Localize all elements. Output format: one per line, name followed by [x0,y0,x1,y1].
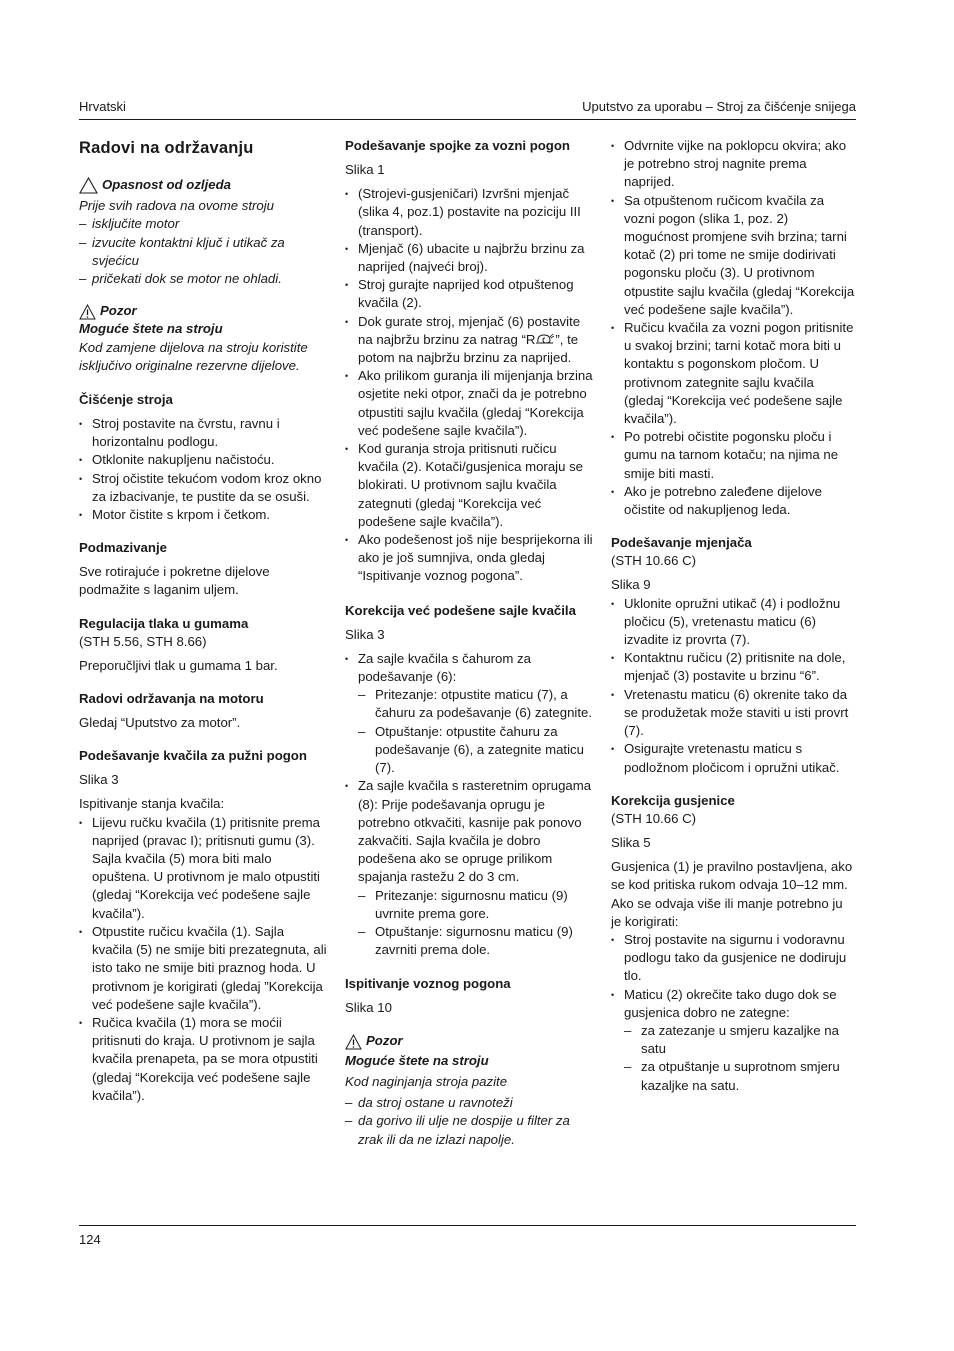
engine-text: Gledaj “Uputstvo za motor”. [79,715,241,731]
column-3 [611,137,856,1095]
tire-pressure-heading: Regulacija tlaka u gumama [79,615,249,631]
figure-ref: Slika 9 [611,577,651,593]
warning-injury-title: Opasnost od ozljeda [102,177,231,192]
figure-ref: Slika 3 [79,772,119,788]
warning-caution-title: Pozor [100,303,137,319]
figure-ref: Slika 5 [611,834,651,850]
list-item: • Ako prilikom guranja ili mijenjanja brzina osjetite neki otpor, znači da je potrebno otpustiti sajlu kvačila (gledaj “Korekcija već podešene sajle kvačila”). [345,367,593,440]
footer-rule [79,1225,856,1226]
warning-caution-text: Kod zamjene dijelova na stroju koristite isključivo originalne rezervne dijelove. [79,339,308,373]
list-item: • Kod guranja stroja pritisnuti ručicu kvačila (2). Kotači/gusjenica moraju se blokirati. U protivnom sajlu kvačila zategnuti (gledaj “Korekcija već podešene sajle kvačila”). [345,440,593,531]
list-item: – Otpuštanje: sigurnosnu maticu (9) zavrniti prema dole. [358,923,593,959]
column-1 [79,137,327,1105]
warning-caution-2-title: Pozor [366,1032,403,1048]
warning-injury-list [79,215,327,288]
list-item: • Stroj postavite na sigurnu i vodoravnu podlogu tako da gusjenice ne dodiruju tlo. [611,931,856,986]
list-item: • (Strojevi-gusjeničari) Izvršni mjenjač (slika 4, poz.1) postavite na poziciju III (transport). [345,185,593,240]
warning-caution-2-list [345,1094,593,1149]
sub-list [624,1022,856,1095]
list-item: – pričekati dok se motor ne ohladi. [79,270,327,288]
warning-caution [79,302,327,375]
warning-caution-2-intro: Kod naginjanja stroja pazite [345,1073,508,1089]
list-item: • Mjenjač (6) ubacite u najbržu brzinu za naprijed (najveći broj). [345,240,593,276]
engine-heading: Radovi održavanja na motoru [79,691,264,707]
list-item: • Motor čistite s krpom i četkom. [79,506,327,524]
warning-caution-subtitle: Moguće štete na stroju [79,321,223,337]
warning-triangle-icon [79,177,98,194]
header-doc-title: Uputstvo za uporabu – Stroj za čišćenje snijega [582,99,856,114]
drive-clutch-list [345,185,593,585]
list-item: • Odvrnite vijke na poklopcu okvira; ako je potrebno stroj nagnite prema naprijed. [611,137,856,192]
list-item: – isključite motor [79,215,327,233]
list-item: • Lijevu ručku kvačila (1) pritisnite prema naprijed (pravac I); pritisnuti gumu (3). Sajla kvačila (5) mora biti malo opuštena. U protivnom je malo otpustiti (gledaj “Korekcija već podešene sajle kvačila”). [79,814,327,923]
sub-list [358,887,593,960]
warning-injury [79,176,327,288]
list-item: • Ako podešenost još nije besprijekorna ili ako je još sumnjiva, onda gledaj “Ispitivanje voznog pogona”. [345,531,593,586]
list-item: • Otpustite ručicu kvačila (1). Sajla kvačila (5) ne smije biti prezategnuta, ali isto tako ne smije biti praznog hoda. U protivnom je korigirati (gledaj ”Korekcija već podešene sajle kvačila”). [79,923,327,1014]
figure-ref: Slika 1 [345,162,385,177]
tire-pressure-text: Preporučljivi tlak u gumama 1 bar. [79,657,278,673]
lubrication-heading: Podmazivanje [79,540,167,556]
cable-correction-heading: Korekcija već podešene sajle kvačila [345,602,576,618]
warning-caution-2-subtitle: Moguće štete na stroju [345,1052,489,1068]
page-number: 124 [79,1232,101,1247]
list-item: – da stroj ostane u ravnoteži [345,1094,593,1112]
list-item: • Ručicu kvačila za vozni pogon pritisnite u svakoj brzini; tarni kotač mora biti u kontaktu s pogonskom pločom. U protivnom zategnite sajlu kvačila (gledaj “Korekcija već podešene sajle kvačila”). [611,319,856,428]
warning-caution-2 [345,1032,593,1149]
list-item: – Pritezanje: sigurnosnu maticu (9) uvrnite prema gore. [358,887,593,923]
list-item: • Stroj gurajte naprijed kod otpuštenog kvačila (2). [345,276,593,312]
list-item: • Otklonite nakupljenu načistoću. [79,451,327,469]
tire-pressure-models: (STH 5.56, STH 8.66) [79,633,207,649]
list-item: • Ako je potrebno zaleđene dijelove očistite od nakupljenog leda. [611,483,856,519]
list-item: • Za sajle kvačila s rasteretnim oprugama (8): Prije podešavanja oprugu je potrebno otkvačiti, kasnije pak ponovo zakvačiti. Sajla kvačila je dobro podešena ako se opruge prilikom spajanja rastežu 2 do 3 cm. – Pritezanje: sigurnosnu maticu (9) uvrnite prema gore. – Otpuštanje: sigurnosnu maticu (9) zavrniti prema dole. [345,777,593,959]
list-item: – izvucite kontaktni ključ i utikač za svjećicu [79,234,327,270]
gearbox-models: (STH 10.66 C) [611,553,697,569]
sub-list [358,686,593,777]
cleaning-heading: Čišćenje stroja [79,392,173,408]
list-item: • Dok gurate stroj, mjenjač (6) postavite na najbržu brzinu za natrag “R ”, te potom na najbržu brzinu za naprijed. [345,313,593,368]
list-item: • Maticu (2) okrečite tako dugo dok se gusjenica dobro ne zategne: – za zatezanje u smjeru kazaljke na satu – za otpuštanje u suprotnom smjeru kazaljke na satu. [611,986,856,1095]
reverse-snail-icon [535,332,555,346]
list-item: • Uklonite opružni utikač (4) i podložnu pločicu (5), vretenastu maticu (6) izvadite iz provrta (7). [611,595,856,650]
drive-clutch-continued-list [611,137,856,519]
list-item: – Pritezanje: otpustite maticu (7), a čahuru za podešavanje (6) zategnite. [358,686,593,722]
auger-clutch-list [79,814,327,1105]
warning-injury-intro: Prije svih radova na ovome stroju [79,198,274,214]
list-item: • Vretenastu maticu (6) okrenite tako da se produžetak može staviti u isti provrt (7). [611,686,856,741]
figure-ref: Slika 3 [345,626,385,642]
list-item: • Stroj očistite tekućom vodom kroz okno za izbacivanje, te pustite da se osuši. [79,470,327,506]
auger-clutch-intro: Ispitivanje stanja kvačila: [79,796,225,812]
lubrication-text: Sve rotirajuće i pokretne dijelove podmažite s laganim uljem. [79,564,270,598]
gearbox-heading: Podešavanje mjenjača [611,535,752,551]
gearbox-list [611,595,856,777]
page-header [79,99,856,115]
section-title: Radovi na održavanju [79,139,254,157]
list-item: • Ručica kvačila (1) mora se moćii pritisnuti do kraja. U protivnom je sajla kvačila prenapeta, pa se mora otpustiti (gledaj “Korekcija već podešene sajle kvačila”). [79,1014,327,1105]
figure-ref: Slika 10 [345,1000,392,1016]
track-models: (STH 10.66 C) [611,810,697,826]
track-list [611,931,856,1095]
list-item: • Sa otpuštenom ručicom kvačila za vozni pogon (slika 1, poz. 2) mogućnost promjene svih brzina; tarni kotač (2) pri tome ne smije dodirivati pogonsku ploču (3). U protivnom otpustite sajlu kvačila (gledaj “Korekcija već podešene sajle kvačila”). [611,192,856,319]
track-text: Gusjenica (1) je pravilno postavljena, ako se kod pritiska rukom odvaja 10–12 mm. Ako se odvaja više ili manje potrebno ju je korigirati: [611,859,853,929]
cleaning-list [79,415,327,524]
list-item: – da gorivo ili ulje ne dospije u filter za zrak ili da ne izlazi napolje. [345,1112,593,1148]
list-item: – Otpuštanje: otpustite čahuru za podešavanje (6), a zategnite maticu (7). [358,723,593,778]
list-item: • Stroj postavite na čvrstu, ravnu i horizontalnu podlogu. [79,415,327,451]
drive-test-heading: Ispitivanje voznog pogona [345,976,511,992]
list-item: • Po potrebi očistite pogonsku ploču i gumu na tarnom kotaču; na njima ne smije biti masti. [611,428,856,483]
header-rule [79,119,856,120]
list-item: – za otpuštanje u suprotnom smjeru kazaljke na satu. [624,1058,856,1094]
caution-triangle-icon [79,304,96,320]
auger-clutch-heading: Podešavanje kvačila za pužni pogon [79,748,307,764]
list-item: • Kontaktnu ručicu (2) pritisnite na dole, mjenjač (3) postavite u brzinu “6”. [611,649,856,685]
caution-triangle-icon [345,1034,362,1050]
column-2 [345,137,593,1149]
list-item: • Osigurajte vretenastu maticu s podložnom pločicom i opružni utikač. [611,740,856,776]
list-item: • Za sajle kvačila s čahurom za podešavanje (6): – Pritezanje: otpustite maticu (7), a čahuru za podešavanje (6) zategnite. – Otpuštanje: otpustite čahuru za podešavanje (6), a zategnite maticu (7). [345,650,593,777]
track-heading: Korekcija gusjenice [611,792,735,808]
list-item: – za zatezanje u smjeru kazaljke na satu [624,1022,856,1058]
header-language: Hrvatski [79,99,126,114]
drive-clutch-heading: Podešavanje spojke za vozni pogon [345,138,570,153]
cable-correction-list [345,650,593,959]
